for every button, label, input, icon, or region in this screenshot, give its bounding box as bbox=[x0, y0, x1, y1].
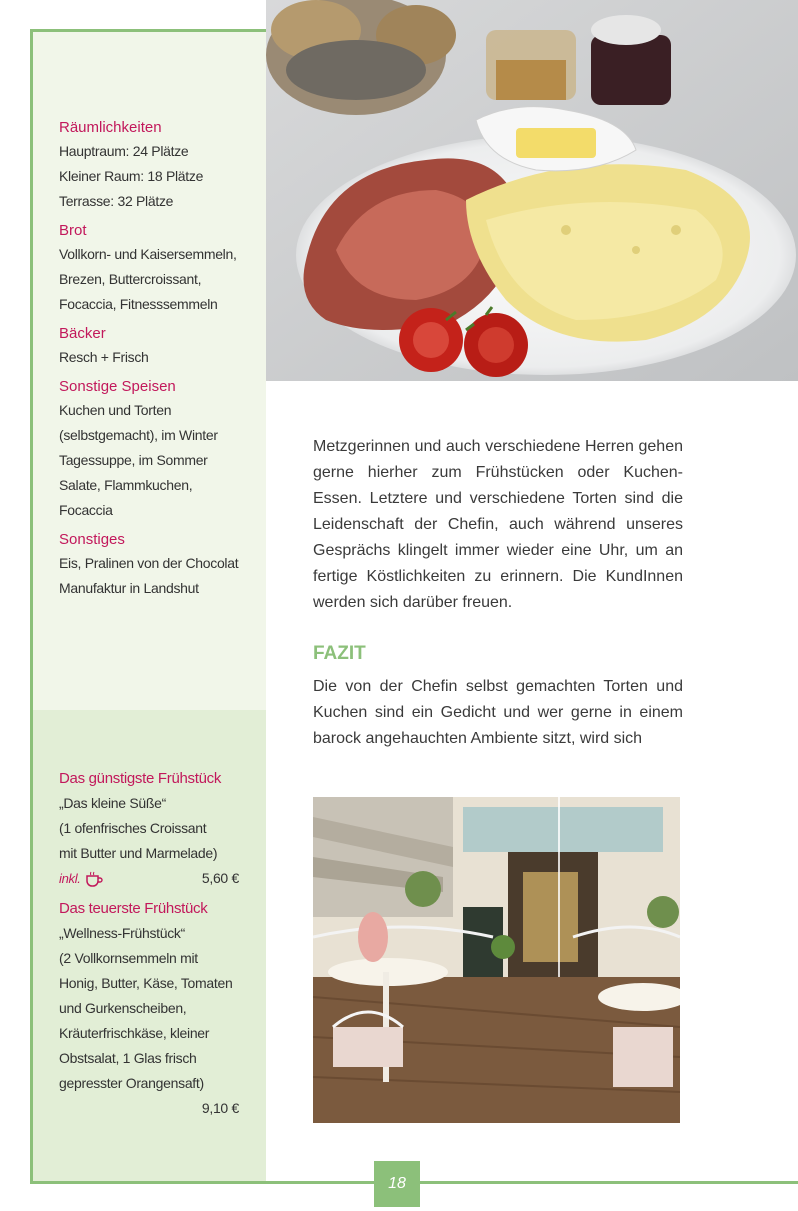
info-line: Eis, Pralinen von der Chocolat bbox=[59, 555, 239, 571]
article-paragraph: Metzgerinnen und auch verschiedene Herren gehen gerne hierher zum Frühstücken oder Kuchen-Essen. Letztere und verschiedene Torten sind die Leidenschaft der Chefin, auch während unseres Gesprächs klingelt immer wieder eine Uhr, um an fertige Köstlichkeiten zu erinnern. Die KundInnen werden sich darüber freuen. bbox=[313, 438, 683, 611]
section-heading-other-food: Sonstige Speisen bbox=[59, 378, 176, 395]
section-heading-misc: Sonstiges bbox=[59, 531, 125, 548]
inkl-label: inkl. bbox=[59, 871, 81, 886]
info-line: Hauptraum: 24 Plätze bbox=[59, 143, 189, 159]
info-line: Focaccia bbox=[59, 502, 113, 518]
cheapest-heading: Das günstigste Frühstück bbox=[59, 770, 222, 787]
expensive-line: Kräuterfrischkäse, kleiner bbox=[59, 1025, 210, 1041]
info-line: Brezen, Buttercroissant, bbox=[59, 271, 202, 287]
info-line: Focaccia, Fitnesssemmeln bbox=[59, 296, 218, 312]
cheapest-price: 5,60 € bbox=[201, 870, 239, 886]
inkl-coffee-note bbox=[59, 866, 103, 891]
breakfast-plate-photo bbox=[266, 0, 798, 381]
cheapest-line: mit Butter und Marmelade) bbox=[59, 845, 218, 861]
info-line: Tagessuppe, im Sommer bbox=[59, 452, 208, 468]
expensive-line: Obstsalat, 1 Glas frisch bbox=[59, 1050, 197, 1066]
terrace-photo bbox=[313, 797, 680, 1123]
info-line: Resch + Frisch bbox=[59, 349, 149, 365]
section-body-rooms bbox=[59, 139, 259, 214]
info-line: Kuchen und Torten bbox=[59, 402, 172, 418]
info-line: Terrasse: 32 Plätze bbox=[59, 193, 174, 209]
expensive-line: gepresster Orangensaft) bbox=[59, 1075, 204, 1091]
expensive-line: (2 Vollkornsemmeln mit bbox=[59, 950, 198, 966]
expensive-name: „Wellness-Frühstück“ bbox=[59, 925, 185, 941]
article-body bbox=[313, 434, 683, 616]
price-list bbox=[59, 767, 239, 1121]
expensive-line: Honig, Butter, Käse, Tomaten bbox=[59, 975, 233, 991]
fazit-text: Die von der Chefin selbst gemachten Torten und Kuchen sind ein Gedicht und wer gerne in einem barock angehauchten Ambiente sitzt, wird sich bbox=[313, 678, 683, 747]
section-heading-rooms: Räumlichkeiten bbox=[59, 119, 162, 136]
info-line: Vollkorn- und Kaisersemmeln, bbox=[59, 246, 237, 262]
expensive-price: 9,10 € bbox=[201, 1100, 239, 1116]
section-body-other-food bbox=[59, 398, 259, 523]
expensive-line: und Gurkenscheiben, bbox=[59, 1000, 187, 1016]
fazit-heading: FAZIT bbox=[313, 643, 366, 664]
cheapest-name: „Das kleine Süße“ bbox=[59, 795, 166, 811]
info-line: Manufaktur in Landshut bbox=[59, 580, 199, 596]
cheapest-line: (1 ofenfrisches Croissant bbox=[59, 820, 207, 836]
info-list bbox=[59, 117, 259, 607]
section-body-baker bbox=[59, 345, 259, 370]
info-line: Salate, Flammkuchen, bbox=[59, 477, 193, 493]
info-line: Kleiner Raum: 18 Plätze bbox=[59, 168, 204, 184]
cheapest-price-row bbox=[59, 866, 239, 891]
section-body-bread bbox=[59, 242, 259, 317]
section-heading-bread: Brot bbox=[59, 222, 87, 239]
coffee-cup-icon bbox=[85, 871, 103, 887]
page-number: 18 bbox=[374, 1161, 420, 1207]
info-line: (selbstgemacht), im Winter bbox=[59, 427, 218, 443]
expensive-heading: Das teuerste Frühstück bbox=[59, 900, 208, 917]
section-body-misc bbox=[59, 551, 259, 601]
section-heading-baker: Bäcker bbox=[59, 325, 106, 342]
